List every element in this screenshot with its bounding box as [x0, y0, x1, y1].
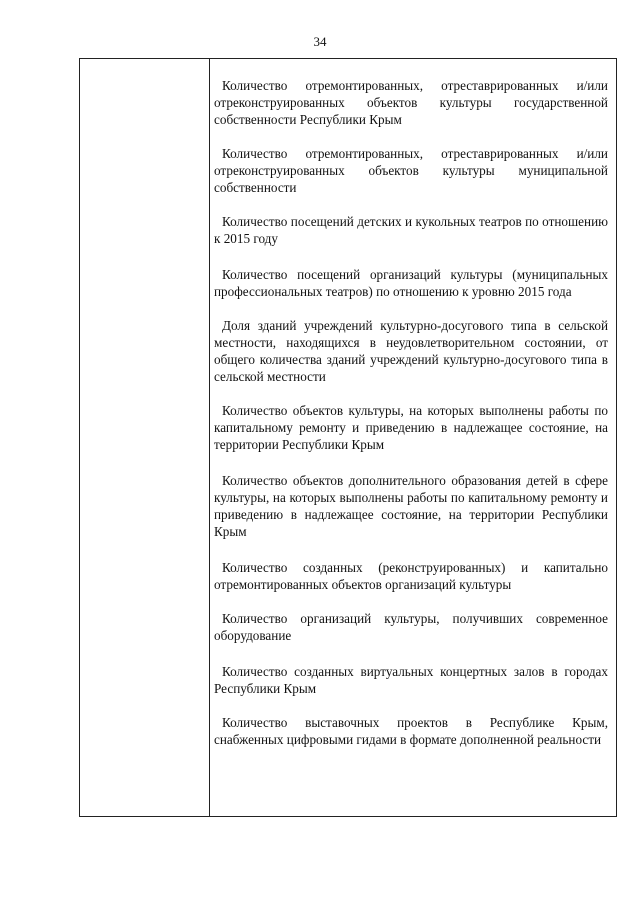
page-number: 34: [313, 34, 327, 49]
indicator-item: Количество посещений детских и кукольных театров по отношению к 2015 году: [214, 214, 608, 246]
indicators-table: [79, 58, 617, 817]
indicator-item: Количество созданных (реконструированных) и капитально отремонтированных объектов организаций культуры: [214, 560, 608, 592]
indicator-item: Количество объектов дополнительного образования детей в сфере культуры, на которых выполнены работы по капитальному ремонту и приведению в надлежащее состояние, на территории Республики Крым: [214, 473, 608, 539]
indicator-item: Количество отремонтированных, отреставрированных и/или отреконструированных объектов культуры муниципальной собственности: [214, 146, 608, 195]
indicator-item: Количество выставочных проектов в Республике Крым, снабженных цифровыми гидами в формате дополненной реальности: [214, 715, 608, 747]
indicator-item: Количество организаций культуры, получивших современное оборудование: [214, 611, 608, 643]
indicator-item: Количество объектов культуры, на которых выполнены работы по капитальному ремонту и приведению в надлежащее состояние, на территории Республики Крым: [214, 403, 608, 452]
indicators-column: [214, 65, 608, 748]
indicator-item: Количество посещений организаций культуры (муниципальных профессиональных театров) по отношению к уровню 2015 года: [214, 267, 608, 299]
column-divider: [209, 59, 210, 816]
indicator-item: Доля зданий учреждений культурно-досугового типа в сельской местности, находящихся в неудовлетворительном состоянии, от общего количества зданий учреждений культурно-досугового типа в сельской местности: [214, 318, 608, 384]
indicator-item: Количество отремонтированных, отреставрированных и/или отреконструированных объектов культуры государственной собственности Республики Крым: [214, 78, 608, 127]
indicator-item: Количество созданных виртуальных концертных залов в городах Республики Крым: [214, 664, 608, 696]
